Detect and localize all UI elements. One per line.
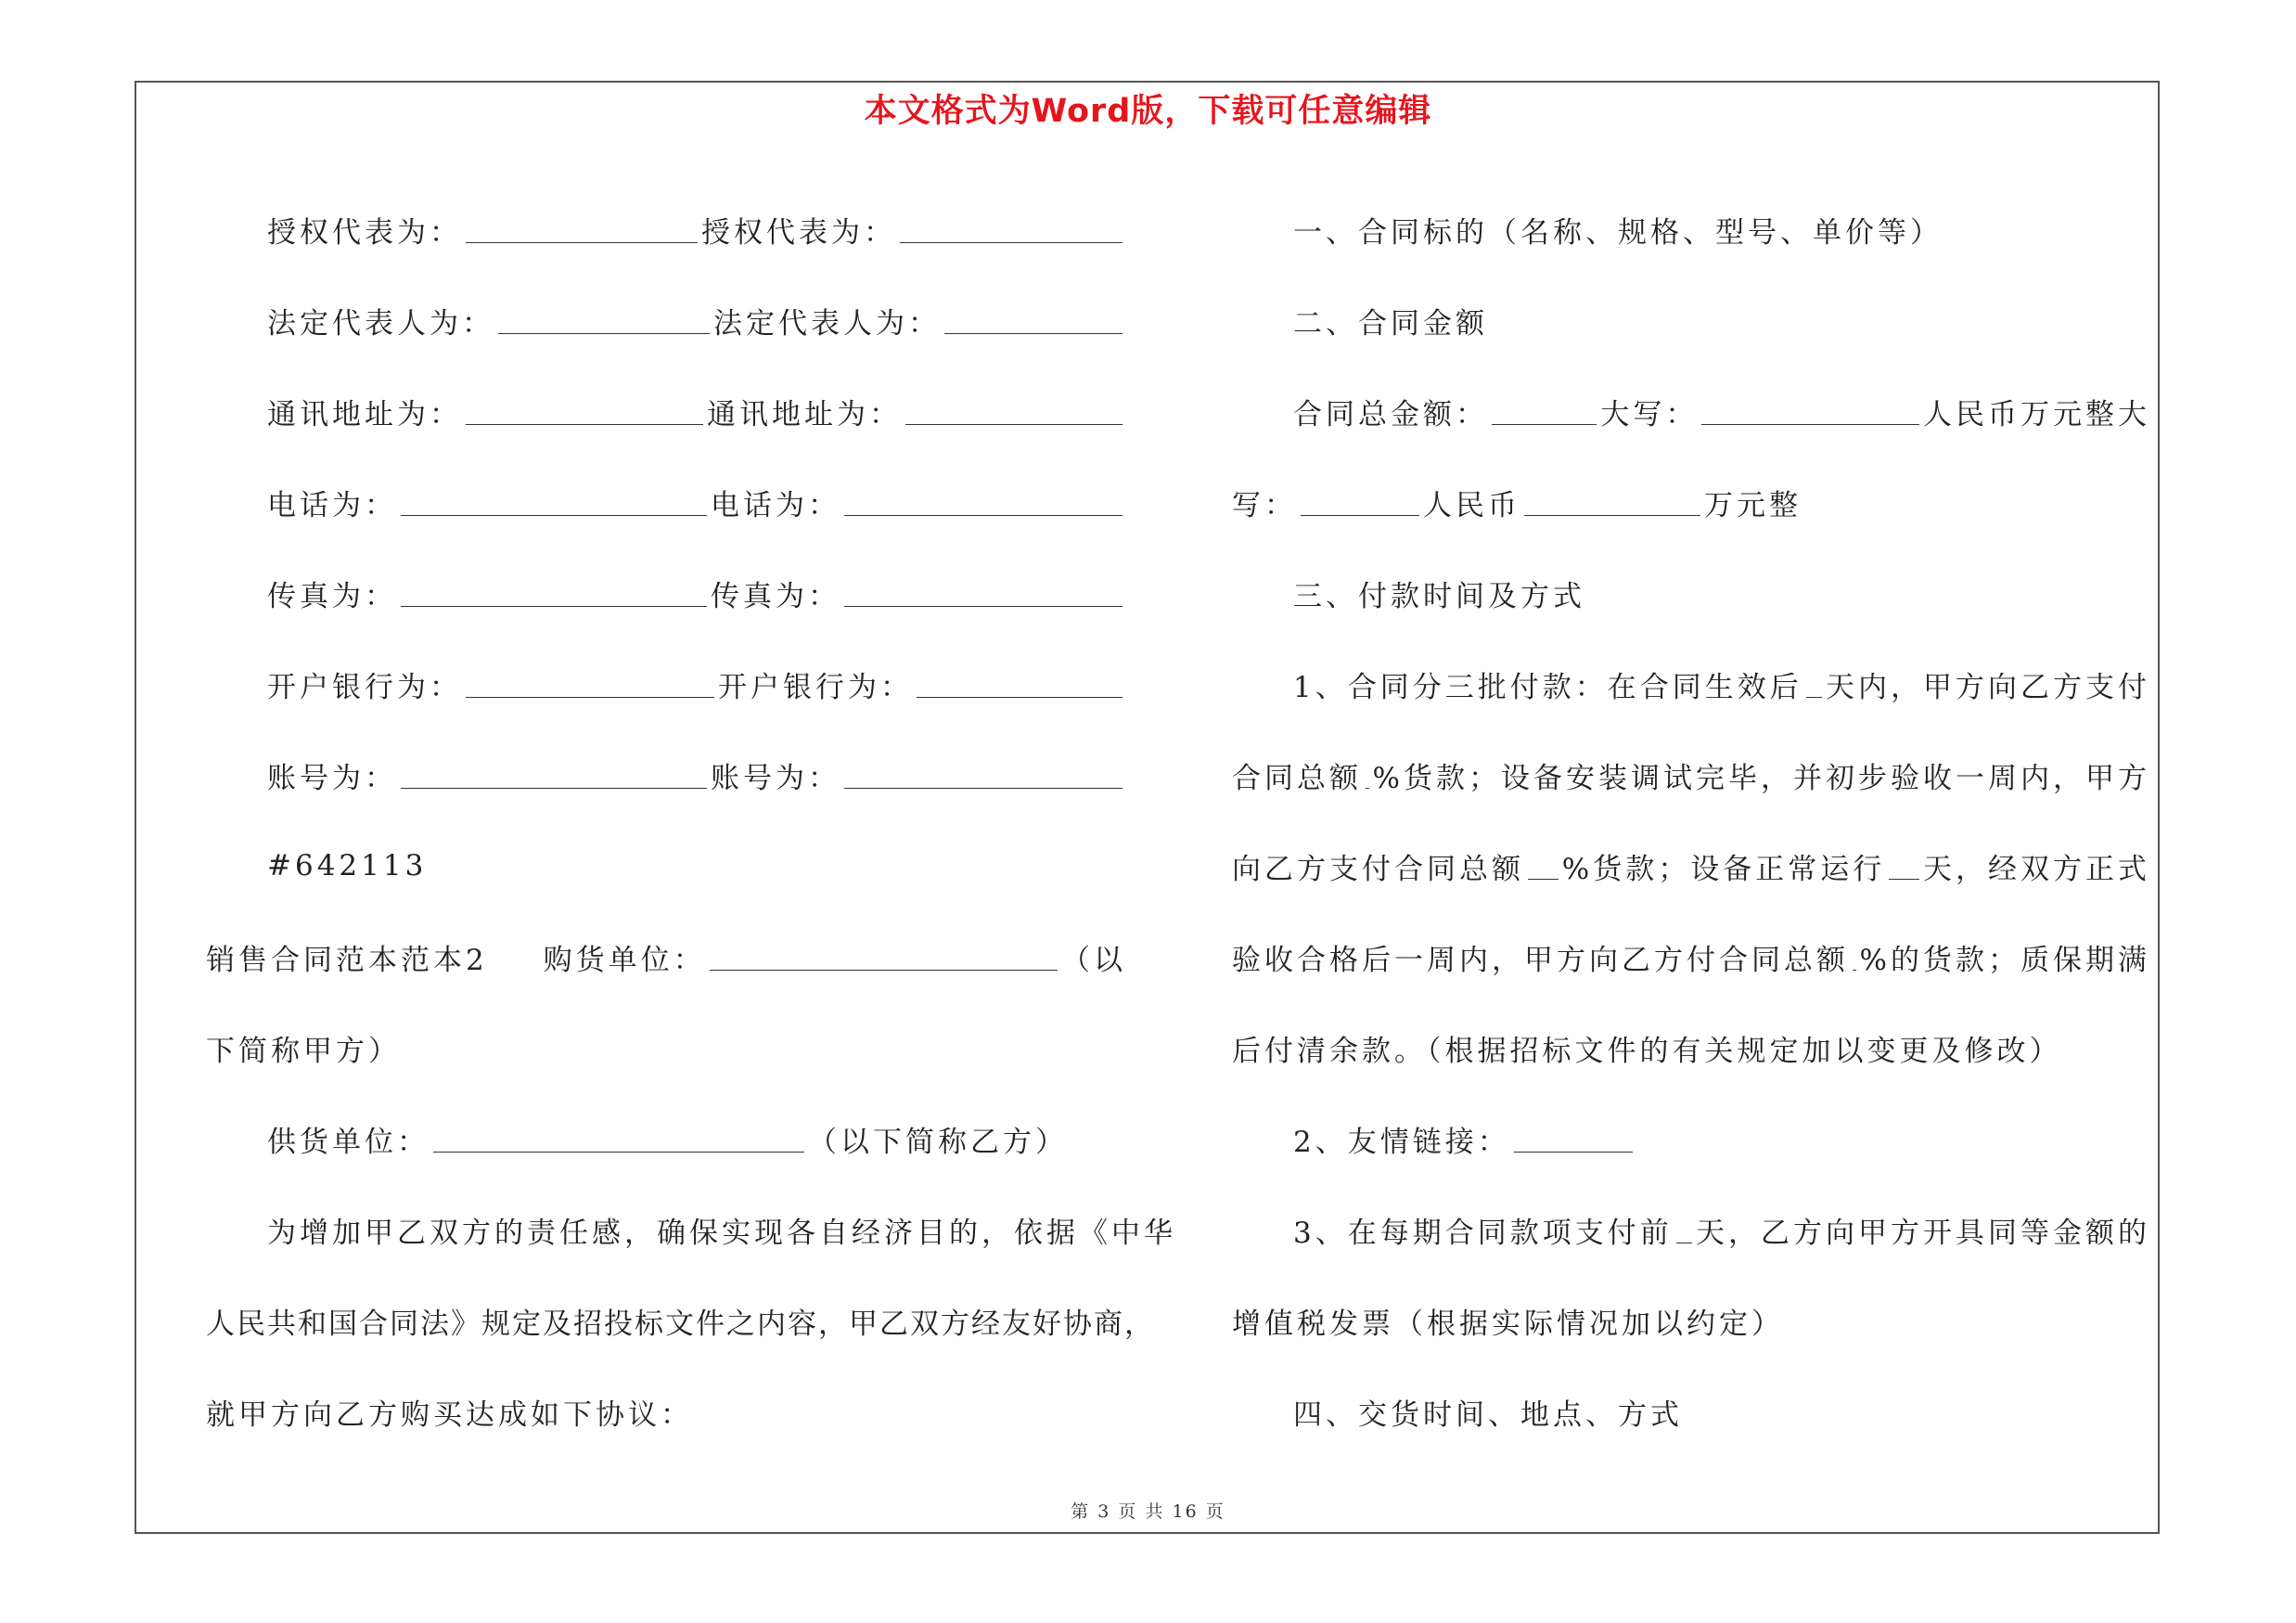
payment-line: 验收合格后一周内，甲方向乙方付合同总额 %的货款；质保期满 [1232,943,2150,977]
blank-field[interactable] [401,489,707,516]
blank-field[interactable] [844,580,1122,607]
payment-line: 后付清余款。（根据招标文件的有关规定加以变更及修改） [1232,1034,2062,1068]
right-column [1232,184,2150,1457]
telephone-line: 电话为： 电话为： [206,457,1126,547]
section-heading: 四、交货时间、地点、方式 [1293,1398,1683,1432]
account-line: 账号为： 账号为： [206,729,1126,820]
blank-field[interactable] [466,671,714,698]
blank-field[interactable] [1301,489,1419,516]
fax-line: 传真为： 传真为： [206,547,1126,638]
blank-field[interactable] [1676,1217,1692,1243]
left-column [206,184,1176,1457]
buyer-line: 销售合同范本范本2 购货单位： （以 [206,911,1126,1002]
blank-field[interactable] [1528,853,1558,880]
supplier-line: 供货单位： （以下简称乙方） [267,1125,1068,1159]
legal-rep-line: 法定代表人为： 法定代表人为： [206,275,1126,366]
blank-field[interactable] [844,762,1122,789]
blank-field[interactable] [1524,489,1700,516]
blank-field[interactable] [1889,853,1919,880]
amount-words-line: 写： 人民币 万元整 [1232,488,1802,522]
blank-field[interactable] [844,489,1122,516]
blank-field[interactable] [944,307,1122,334]
intro-paragraph-line: 人民共和国合同法》规定及招投标文件之内容，甲乙双方经友好协商， [206,1307,1155,1341]
payment-line: 向乙方支付合同总额 %货款；设备正常运行 天，经双方正式 [1232,852,2150,886]
doc-code: #642113 [267,849,428,882]
address-line: 通讯地址为： 通讯地址为： [206,366,1126,457]
payment-line: 1、合同分三批付款：在合同生效后 天内，甲方向乙方支付 [1293,670,2150,704]
buyer-blank[interactable] [710,944,1058,971]
blank-field[interactable] [1701,398,1919,425]
blank-field[interactable] [1366,762,1369,789]
blank-field[interactable] [466,398,703,425]
invoice-line: 3、在每期合同款项支付前 天，乙方向甲方开具同等金额的 [1293,1216,2150,1250]
link-line: 2、友情链接： [1232,1093,2150,1184]
blank-field[interactable] [900,216,1122,243]
payment-line: 合同总额 %货款；设备安装调试完毕，并初步验收一周内，甲方 [1232,761,2150,795]
authorized-rep-line: 授权代表为： 授权代表为： [206,184,1126,275]
blank-field[interactable] [498,307,710,334]
contract-title: 销售合同范本范本2 [206,943,488,977]
blank-field[interactable] [1853,944,1856,971]
blank-field[interactable] [401,580,707,607]
page-number: 第 3 页 共 16 页 [1071,1501,1225,1522]
supplier-blank[interactable] [433,1126,804,1153]
blank-field[interactable] [1492,398,1597,425]
format-banner: 本文格式为Word版，下载可任意编辑 [864,93,1432,130]
intro-paragraph-line: 为增加甲乙双方的责任感，确保实现各自经济目的，依据《中华 [267,1216,1176,1250]
blank-field[interactable] [466,216,698,243]
blank-field[interactable] [1514,1126,1633,1153]
total-amount-line: 合同总金额： 大写： 人民币万元整大 [1293,397,2150,432]
blank-field[interactable] [905,398,1122,425]
section-heading: 一、合同标的（名称、规格、型号、单价等） [1293,215,1943,250]
intro-paragraph-line: 就甲方向乙方购买达成如下协议： [206,1398,693,1432]
section-heading: 二、合同金额 [1293,306,1488,341]
section-heading: 三、付款时间及方式 [1293,579,1585,613]
bank-line: 开户银行为： 开户银行为： [206,638,1126,729]
blank-field[interactable] [401,762,707,789]
blank-field[interactable] [917,671,1122,698]
buyer-line-cont: 下简称甲方） [206,1034,401,1068]
blank-field[interactable] [1806,671,1822,698]
invoice-line: 增值税发票（根据实际情况加以约定） [1232,1307,1784,1341]
